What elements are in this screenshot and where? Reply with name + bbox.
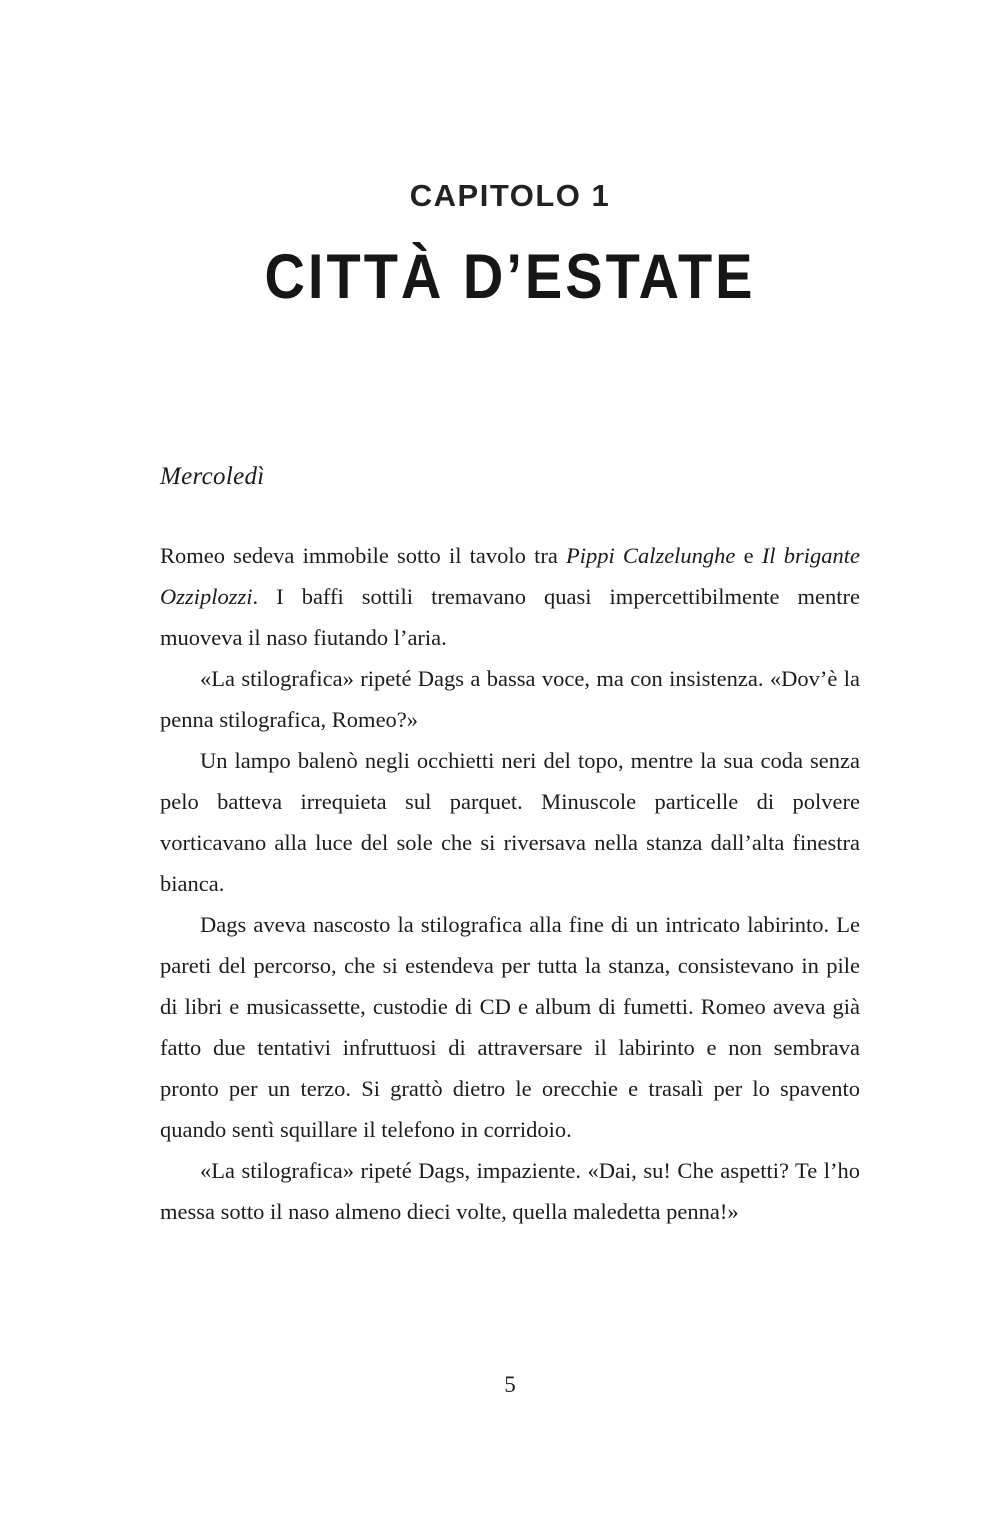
text-segment: Un lampo balenò negli occhietti neri del topo, mentre la sua coda senza pelo batteva irrequieta sul parquet. Minuscole particelle di polvere vorticavano alla luce del sole che si riversava nella stanza dall’alta finestra bianca. [160, 748, 860, 896]
day-heading: Mercoledì [160, 463, 265, 490]
body-text [160, 535, 860, 1232]
text-segment: Romeo sedeva immobile sotto il tavolo tra [160, 543, 566, 568]
italic-text-segment: Pippi Calzelunghe [566, 543, 736, 568]
paragraph [160, 1150, 860, 1232]
text-segment: «La stilografica» ripeté Dags a bassa voce, ma con insistenza. «Dov’è la penna stilografica, Romeo?» [160, 666, 860, 732]
text-segment: «La stilografica» ripeté Dags, impaziente. «Dai, su! Che aspetti? Te l’ho messa sotto il naso almeno dieci volte, quella maledetta penna!» [160, 1158, 860, 1224]
text-segment: Dags aveva nascosto la stilografica alla fine di un intricato labirinto. Le pareti del percorso, che si estendeva per tutta la stanza, consistevano in pile di libri e musicassette, custodie di CD e album di fumetti. Romeo aveva già fatto due tentativi infruttuosi di attraversare il labirinto e non sembrava pronto per un terzo. Si grattò dietro le orecchie e trasalì per lo spavento quando sentì squillare il telefono in corridoio. [160, 912, 860, 1142]
chapter-title: CITTÀ D’ESTATE [264, 241, 756, 312]
chapter-label: CAPITOLO 1 [409, 178, 611, 213]
paragraph [160, 535, 860, 658]
paragraph [160, 658, 860, 740]
page-number: 5 [504, 1372, 516, 1397]
text-segment: e [735, 543, 762, 568]
italic-text-segment: Il brigante Ozziplozzi [160, 543, 860, 609]
paragraph [160, 740, 860, 904]
paragraph [160, 904, 860, 1150]
text-segment: . I baffi sottili tremavano quasi impercettibilmente mentre muoveva il naso fiutando l’aria. [160, 584, 860, 650]
